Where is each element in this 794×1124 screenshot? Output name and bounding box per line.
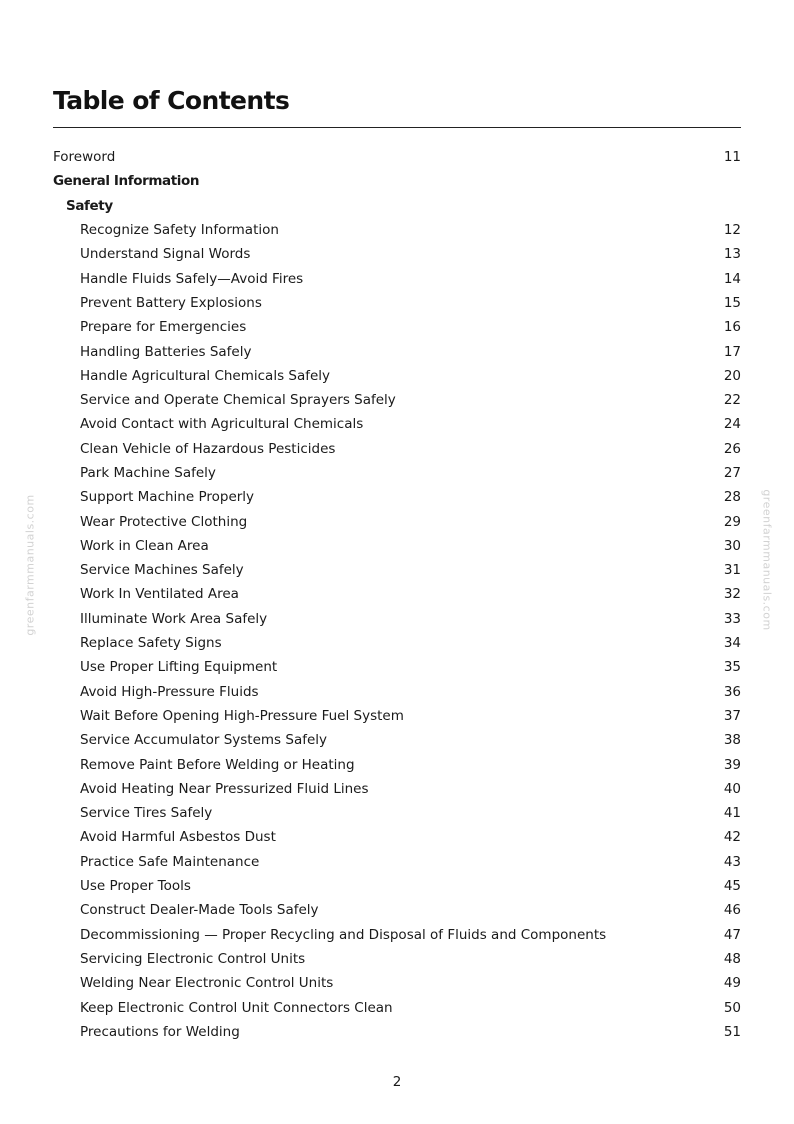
- toc-section-heading: [53, 169, 741, 193]
- toc-entry-label: Work in Clean Area: [80, 537, 209, 554]
- toc-entry-label: Support Machine Properly: [80, 489, 255, 506]
- toc-entry-page: 42: [723, 829, 741, 846]
- toc-entry-label: Prepare for Emergencies: [80, 319, 247, 336]
- toc-entry[interactable]: [53, 582, 741, 606]
- toc-entry-page: 51: [723, 1023, 741, 1040]
- toc-entry-label: Recognize Safety Information: [80, 222, 279, 239]
- toc-entry-page: 32: [723, 586, 741, 603]
- toc-entry[interactable]: [53, 655, 741, 679]
- toc-entry-page: 13: [723, 246, 741, 263]
- toc-entry-label: Welding Near Electronic Control Units: [80, 975, 334, 992]
- toc-entry-label: Use Proper Lifting Equipment: [80, 659, 278, 676]
- toc-entry-page: 29: [723, 513, 741, 530]
- toc-entry-page: 26: [723, 440, 741, 457]
- toc-entry-label: Construct Dealer-Made Tools Safely: [80, 902, 319, 919]
- toc-entry[interactable]: [53, 242, 741, 266]
- toc-entry-label: Clean Vehicle of Hazardous Pesticides: [80, 440, 336, 457]
- toc-entry-page: 15: [723, 294, 741, 311]
- toc-entry-label: Service and Operate Chemical Sprayers Safely: [80, 392, 396, 409]
- toc-entry-page: 38: [723, 732, 741, 749]
- toc-entry[interactable]: [53, 728, 741, 752]
- toc-entry[interactable]: [53, 218, 741, 242]
- toc-entry-label: Avoid Heating Near Pressurized Fluid Lines: [80, 780, 369, 797]
- toc-entry-page: 17: [723, 343, 741, 360]
- toc-entry-page: 36: [723, 683, 741, 700]
- toc-entry-page: 48: [723, 950, 741, 967]
- toc-entry-page: 35: [723, 659, 741, 676]
- toc-entry-label: Precautions for Welding: [80, 1023, 240, 1040]
- toc-entry-label: Practice Safe Maintenance: [80, 853, 260, 870]
- toc-entry-page: 47: [723, 926, 741, 943]
- toc-entry-page: 50: [723, 999, 741, 1016]
- toc-entry[interactable]: [53, 412, 741, 436]
- toc-entry[interactable]: [53, 461, 741, 485]
- toc-entry-page: 45: [723, 878, 741, 895]
- toc-entry[interactable]: [53, 291, 741, 315]
- page-number: 2: [392, 1074, 402, 1090]
- toc-entry-label: Avoid Harmful Asbestos Dust: [80, 829, 276, 846]
- title-divider: [53, 127, 741, 128]
- toc-entry[interactable]: [53, 558, 741, 582]
- toc-entry-page: 24: [723, 416, 741, 433]
- toc-entry[interactable]: [53, 752, 741, 776]
- toc-entry[interactable]: [53, 874, 741, 898]
- toc-entry-label: Avoid Contact with Agricultural Chemicals: [80, 416, 364, 433]
- toc-entry[interactable]: [53, 1020, 741, 1044]
- toc-entry-label: Servicing Electronic Control Units: [80, 950, 306, 967]
- toc-entry[interactable]: [53, 971, 741, 995]
- toc-entry[interactable]: [53, 266, 741, 290]
- toc-entry-page: 33: [723, 610, 741, 627]
- toc-entry[interactable]: [53, 437, 741, 461]
- toc-entry-label: Foreword: [53, 149, 116, 166]
- toc-entry[interactable]: [53, 485, 741, 509]
- toc-entry-label: Wait Before Opening High-Pressure Fuel System: [80, 707, 404, 724]
- toc-entry-page: 34: [723, 635, 741, 652]
- toc-entry-page: 11: [723, 149, 741, 166]
- toc-entry[interactable]: [53, 339, 741, 363]
- toc-entry-page: 31: [723, 562, 741, 579]
- toc-entry-label: General Information: [53, 173, 200, 190]
- toc-entry-page: 43: [723, 853, 741, 870]
- toc-entry-page: 20: [723, 367, 741, 384]
- toc-entry-label: Work In Ventilated Area: [80, 586, 239, 603]
- toc-entry-label: Wear Protective Clothing: [80, 513, 248, 530]
- toc-entry[interactable]: [53, 534, 741, 558]
- toc-entry-page: 28: [723, 489, 741, 506]
- toc-entry-page: 41: [723, 805, 741, 822]
- toc-section-heading: [53, 194, 741, 218]
- toc-entry-label: Decommissioning — Proper Recycling and Disposal of Fluids and Components: [80, 926, 607, 943]
- toc-entry-page: 37: [723, 707, 741, 724]
- toc-entry[interactable]: [53, 388, 741, 412]
- toc-entry-label: Handling Batteries Safely: [80, 343, 252, 360]
- toc-entry-label: Park Machine Safely: [80, 465, 216, 481]
- toc-entry-label: Use Proper Tools: [80, 878, 191, 895]
- toc-list: [53, 145, 741, 1044]
- toc-entry-label: Service Tires Safely: [80, 805, 213, 822]
- toc-entry-label: Handle Agricultural Chemicals Safely: [80, 367, 331, 384]
- toc-entry[interactable]: [53, 825, 741, 849]
- toc-entry[interactable]: [53, 777, 741, 801]
- toc-entry-label: Service Accumulator Systems Safely: [80, 732, 328, 749]
- toc-entry[interactable]: [53, 607, 741, 631]
- toc-entry-label: Illuminate Work Area Safely: [80, 610, 268, 627]
- toc-entry[interactable]: [53, 364, 741, 388]
- toc-entry-label: Handle Fluids Safely—Avoid Fires: [80, 270, 304, 287]
- toc-entry[interactable]: [53, 145, 741, 169]
- watermark-left: greenfarmmanuals.com: [23, 494, 37, 636]
- toc-entry-page: 49: [723, 975, 741, 992]
- toc-entry-label: Prevent Battery Explosions: [80, 294, 262, 311]
- toc-entry-label: Remove Paint Before Welding or Heating: [80, 756, 355, 773]
- toc-entry-label: Avoid High-Pressure Fluids: [80, 683, 259, 700]
- toc-entry[interactable]: [53, 509, 741, 533]
- toc-entry-label: Understand Signal Words: [80, 246, 251, 263]
- toc-entry-page: 40: [723, 780, 741, 797]
- toc-entry-page: 46: [723, 902, 741, 919]
- toc-entry-label: Safety: [66, 197, 113, 214]
- toc-entry[interactable]: [53, 315, 741, 339]
- toc-entry-label: Service Machines Safely: [80, 562, 244, 579]
- toc-entry[interactable]: [53, 995, 741, 1019]
- toc-entry[interactable]: [53, 947, 741, 971]
- watermark-right: greenfarmmanuals.com: [760, 489, 774, 631]
- toc-entry-page: 14: [723, 270, 741, 287]
- toc-entry-page: 39: [723, 756, 741, 773]
- toc-entry[interactable]: [53, 631, 741, 655]
- toc-entry-label: Replace Safety Signs: [80, 635, 222, 652]
- toc-entry[interactable]: [53, 680, 741, 704]
- toc-entry-label: Keep Electronic Control Unit Connectors Clean: [80, 999, 393, 1016]
- toc-entry-page: 16: [723, 319, 741, 336]
- toc-entry[interactable]: [53, 801, 741, 825]
- toc-entry[interactable]: [53, 898, 741, 922]
- page-title: Table of Contents: [53, 86, 290, 115]
- toc-entry[interactable]: [53, 850, 741, 874]
- toc-entry-page: 27: [723, 465, 741, 481]
- toc-entry[interactable]: [53, 704, 741, 728]
- toc-entry-page: 22: [723, 392, 741, 409]
- toc-entry-page: 12: [723, 222, 741, 239]
- toc-entry[interactable]: [53, 923, 741, 947]
- toc-entry-page: 30: [723, 537, 741, 554]
